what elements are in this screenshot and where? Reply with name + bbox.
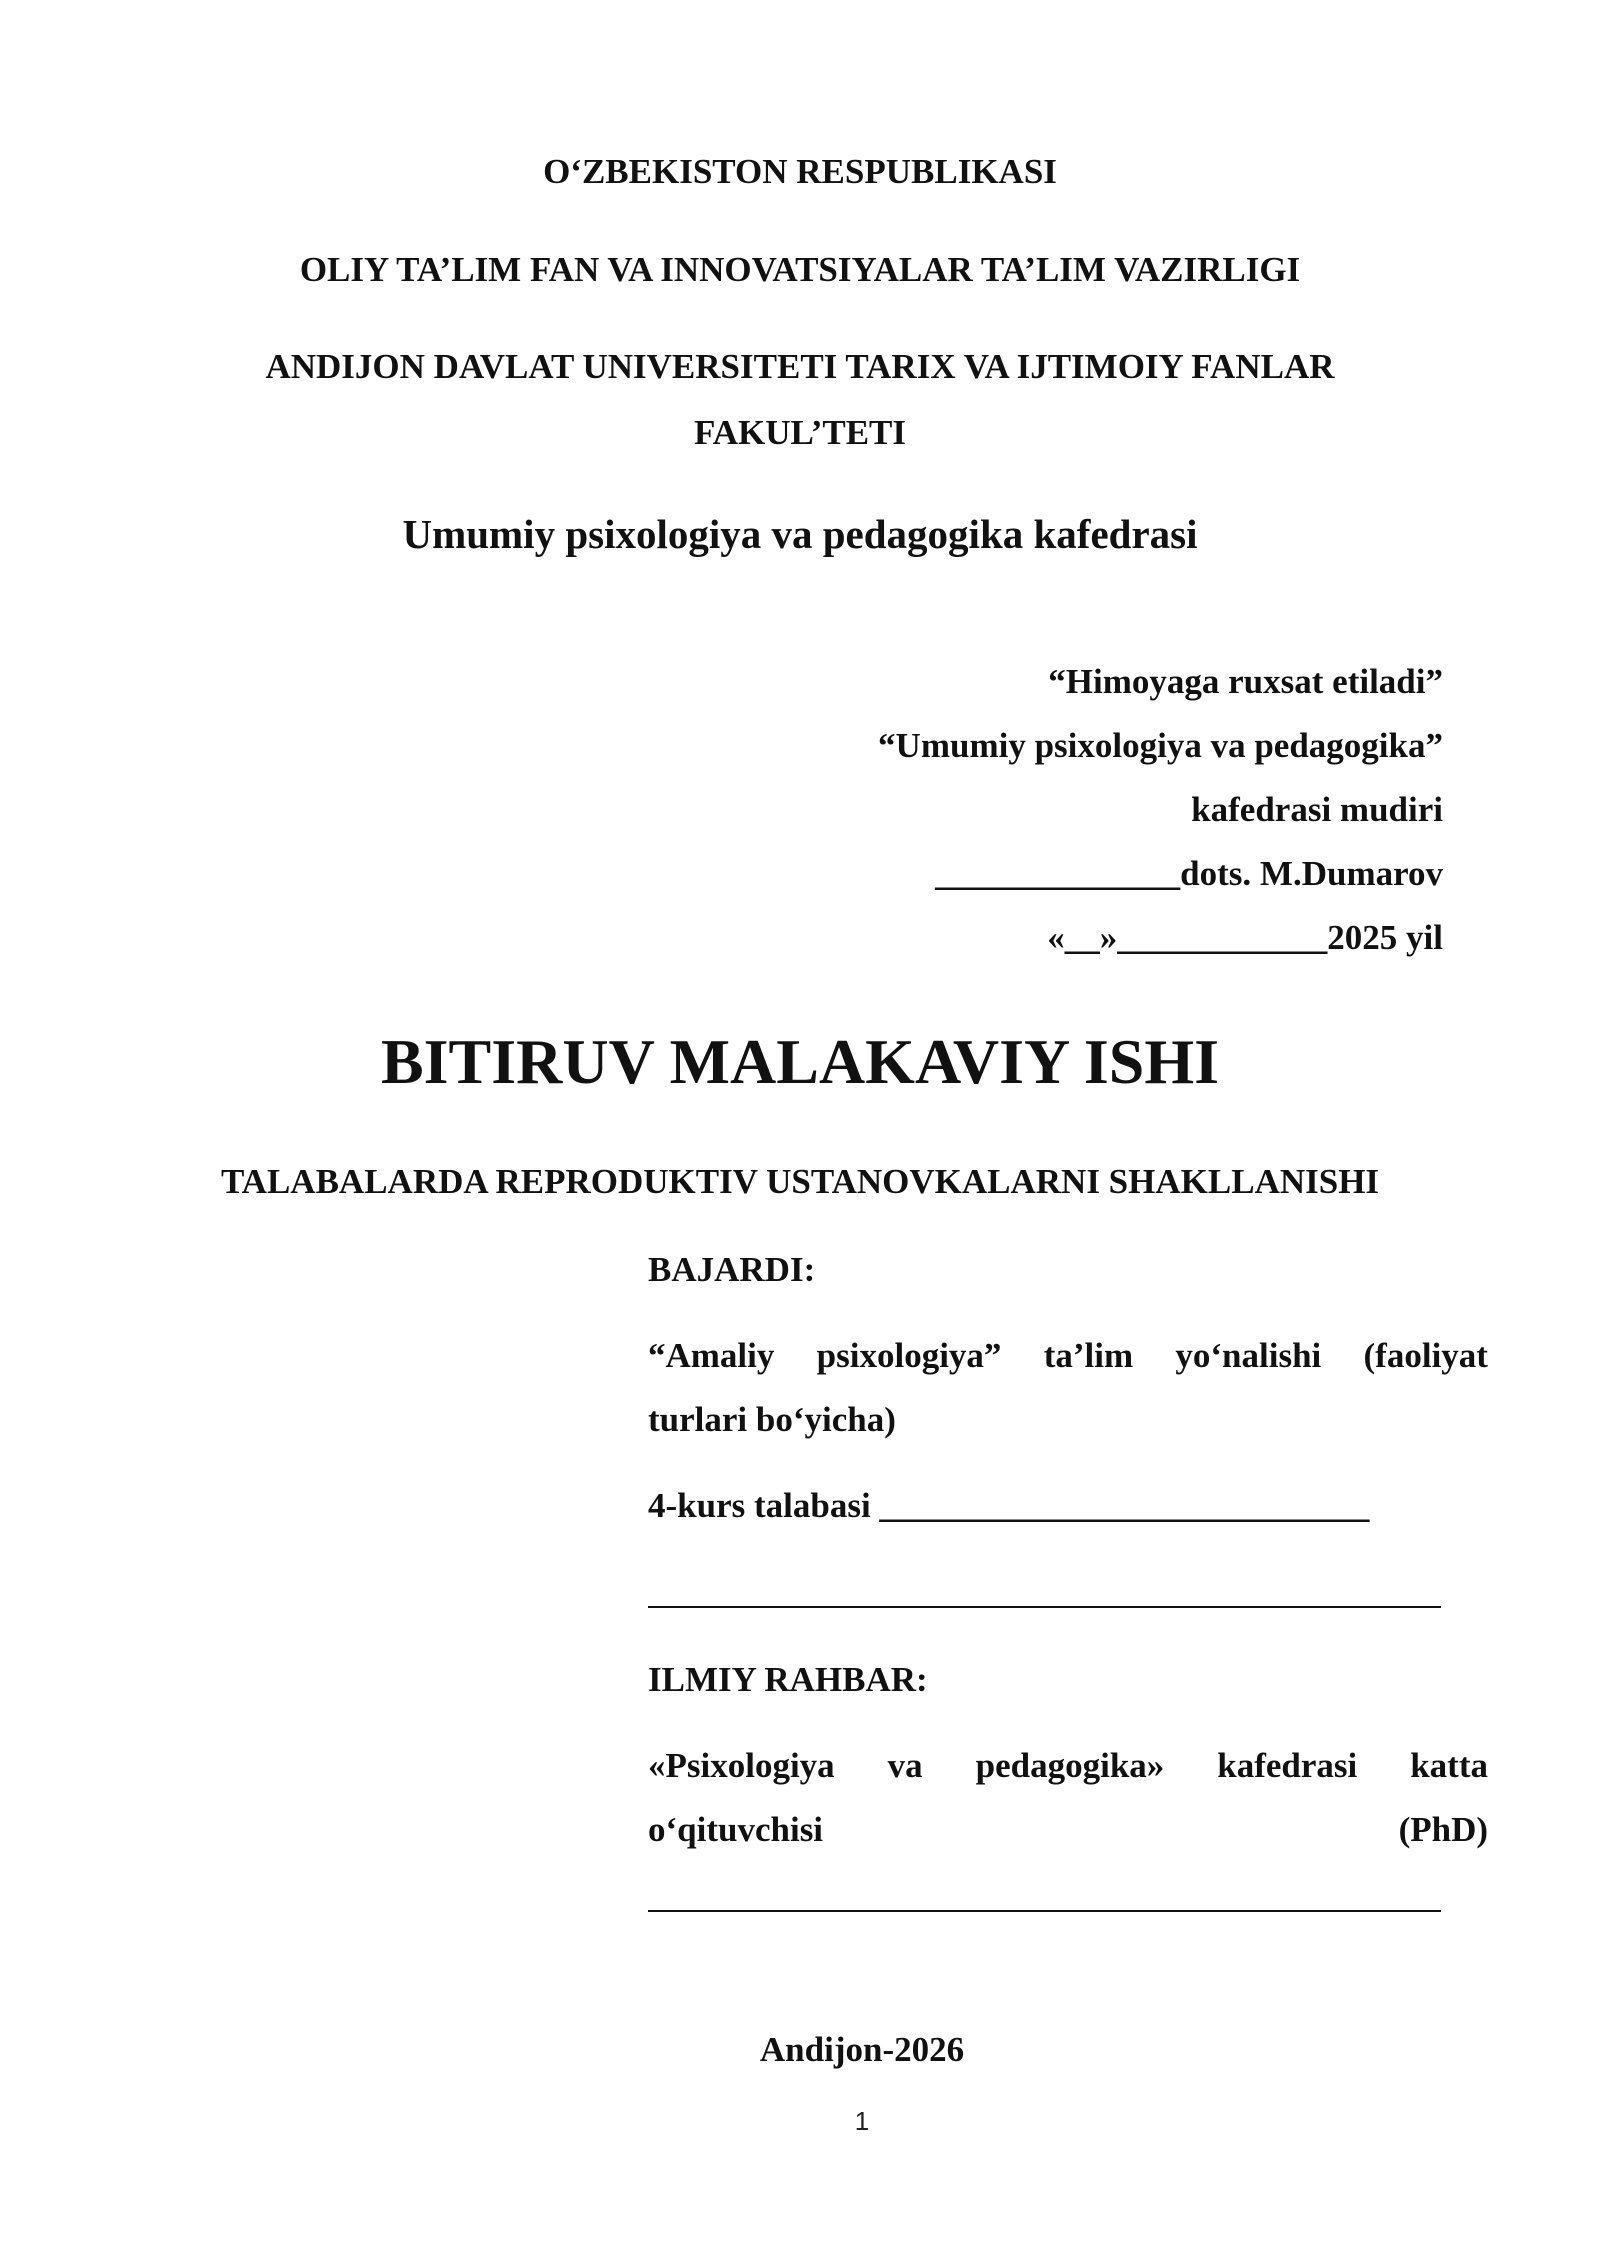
position-word: o‘qituvchisi [648, 1810, 824, 1849]
supervisor-position-line1 [648, 1746, 1488, 1786]
approval-line-1: “Himoyaga ruxsat etiladi” [1048, 662, 1443, 701]
page-number: 1 [854, 2106, 870, 2136]
position-word: va [887, 1746, 923, 1785]
university-heading-line1: ANDIJON DAVLAT UNIVERSITETI TARIX VA IJTIMOIY FANLAR [265, 347, 1335, 386]
specialty-word: psixologiya” [816, 1336, 1002, 1375]
specialty-word: ta’lim [1043, 1336, 1134, 1375]
university-heading-line2: FAKUL’TETI [694, 413, 906, 452]
supervisor-position-line2 [648, 1810, 1488, 1850]
city-year: Andijon-2026 [759, 2030, 965, 2069]
performer-label: BAJARDI: [648, 1250, 816, 1289]
position-word: «Psixologiya [648, 1746, 835, 1785]
ministry-heading: OLIY TA’LIM FAN VA INNOVATSIYALAR TA’LIM VAZIRLIGI [299, 250, 1301, 289]
position-word: (PhD) [1398, 1810, 1488, 1849]
position-word: katta [1410, 1746, 1488, 1785]
student-name-signature-line [648, 1606, 1441, 1608]
document-title: BITIRUV MALAKAVIY ISHI [380, 1026, 1220, 1097]
approval-signature-line: ______________dots. M.Dumarov [935, 854, 1443, 893]
supervisor-label: ILMIY RAHBAR: [648, 1660, 928, 1699]
student-line: 4-kurs talabasi ____________________________ [648, 1486, 1370, 1525]
republic-heading: O‘ZBEKISTON RESPUBLIKASI [543, 152, 1057, 191]
specialty-word: (faoliyat [1363, 1336, 1488, 1375]
supervisor-signature-line [648, 1910, 1441, 1912]
position-word: pedagogika» [975, 1746, 1165, 1785]
specialty-word: “Amaliy [648, 1336, 775, 1375]
performer-specialty-line1 [648, 1336, 1488, 1376]
approval-line-2: “Umumiy psixologiya va pedagogika” [878, 726, 1443, 765]
department-heading: Umumiy psixologiya va pedagogika kafedrasi [402, 511, 1198, 557]
position-word: kafedrasi [1217, 1746, 1358, 1785]
performer-specialty-line2: turlari bo‘yicha) [648, 1400, 896, 1439]
document-topic: TALABALARDA REPRODUKTIV USTANOVKALARNI SHAKLLANISHI [220, 1162, 1380, 1201]
approval-date-line: «__»____________2025 yil [1047, 918, 1443, 957]
specialty-word: yo‘nalishi [1175, 1336, 1322, 1375]
approval-line-3: kafedrasi mudiri [1191, 790, 1443, 829]
